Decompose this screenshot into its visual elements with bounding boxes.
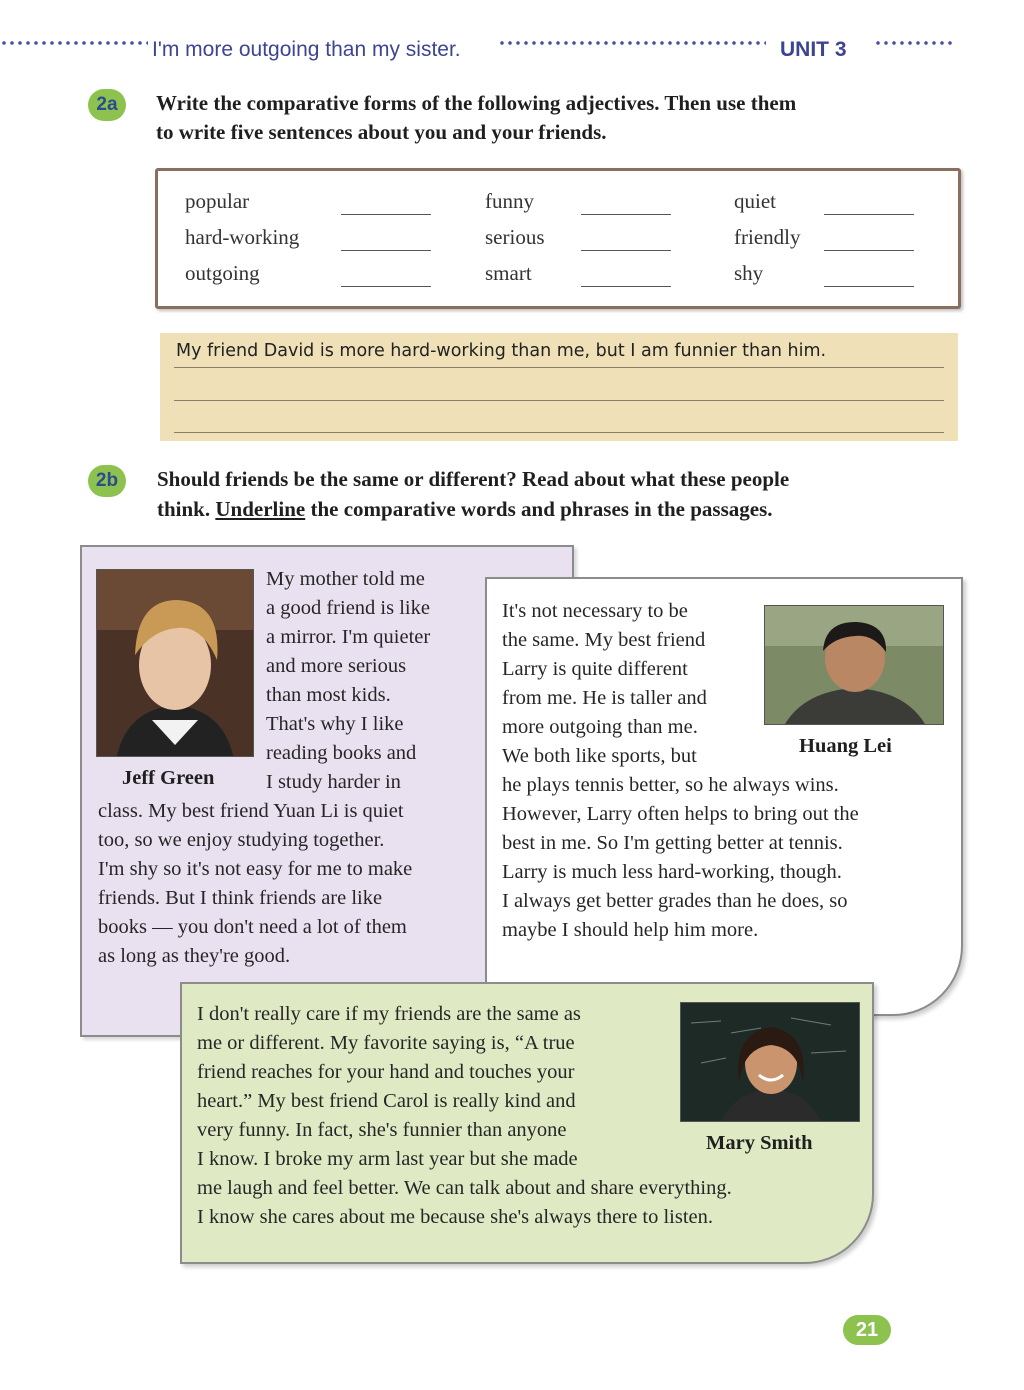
answer-blank[interactable] [341, 286, 431, 287]
passage-line: I'm shy so it's not easy for me to make [98, 858, 413, 880]
adjective-word: friendly [734, 225, 801, 249]
badge-2a: 2a [88, 89, 126, 121]
adjective-word: serious [485, 225, 545, 249]
passage-line: I study harder in [266, 771, 401, 793]
page-header [0, 30, 1024, 70]
instruction-2b-underlined: Underline [215, 497, 306, 521]
header-dots-left [0, 38, 148, 48]
passage-line: from me. He is taller and [502, 687, 707, 709]
portrait-image [765, 606, 943, 724]
page-number: 21 [843, 1315, 891, 1345]
passage-line: and more serious [266, 655, 407, 677]
header-dots-right [874, 38, 956, 48]
unit-label: UNIT 3 [780, 38, 847, 61]
passage-line: as long as they're good. [98, 945, 291, 967]
passage-line: a mirror. I'm quieter [266, 626, 431, 648]
adjective-word: funny [485, 189, 534, 213]
passage-line: too, so we enjoy studying together. [98, 829, 385, 851]
passage-line: than most kids. [266, 684, 391, 706]
passage-line: class. My best friend Yuan Li is quiet [98, 800, 404, 822]
instruction-2a-line1: Write the comparative forms of the following adjectives. Then use them [156, 91, 797, 115]
passage-line: friends. But I think friends are like [98, 887, 383, 909]
passage-line: However, Larry often helps to bring out the [502, 803, 859, 825]
example-sentence: My friend David is more hard-working than me, but I am funnier than him. [176, 341, 827, 361]
portrait-image [97, 570, 253, 756]
passage-line: very funny. In fact, she's funnier than anyone [197, 1119, 567, 1141]
portrait-image [681, 1003, 859, 1121]
answer-blank[interactable] [581, 286, 671, 287]
adjective-word: popular [185, 189, 250, 213]
passage-line: Larry is quite different [502, 658, 688, 680]
passage-line: maybe I should help him more. [502, 919, 759, 941]
jeff-photo [96, 569, 254, 757]
passage-line: more outgoing than me. [502, 716, 698, 738]
instruction-2b-line1: Should friends be the same or different? Read about what these people [157, 467, 790, 491]
passage-line: That's why I like [266, 713, 404, 735]
answer-blank[interactable] [341, 250, 431, 251]
badge-2b: 2b [88, 465, 126, 497]
passage-line: We both like sports, but [502, 745, 697, 767]
passage-line: reading books and [266, 742, 417, 764]
passage-line: heart.” My best friend Carol is really kind and [197, 1090, 576, 1112]
passage-line: the same. My best friend [502, 629, 706, 651]
passage-card-mary [180, 982, 874, 1264]
passage-card-huang [485, 577, 963, 1016]
passage-line: I always get better grades than he does, so [502, 890, 848, 912]
instruction-2b-rest: the comparative words and phrases in the passages. [310, 497, 773, 521]
header-title: I'm more outgoing than my sister. [152, 38, 461, 61]
passage-line: a good friend is like [266, 597, 430, 619]
instruction-2b-word: think. [157, 497, 211, 521]
passage-line: I know she cares about me because she's always there to listen. [197, 1206, 714, 1228]
passage-line: I don't really care if my friends are the same as [197, 1003, 581, 1025]
passage-line: me or different. My favorite saying is, “A true [197, 1032, 575, 1054]
writing-line[interactable] [174, 432, 944, 433]
passage-author-name: Jeff Green [122, 767, 215, 789]
passage-line: best in me. So I'm getting better at tennis. [502, 832, 843, 854]
passage-line: It's not necessary to be [502, 600, 688, 622]
passage-line: me laugh and feel better. We can talk about and share everything. [197, 1177, 732, 1199]
passage-line: I know. I broke my arm last year but she made [197, 1148, 578, 1170]
passage-line: My mother told me [266, 568, 425, 590]
answer-blank[interactable] [824, 214, 914, 215]
example-sentence-box [160, 333, 958, 441]
instruction-2a-line2: to write five sentences about you and your friends. [156, 120, 607, 144]
adjective-word: shy [734, 261, 764, 285]
header-dots-middle [498, 38, 766, 48]
passage-author-name: Huang Lei [799, 735, 892, 757]
adjective-box [155, 168, 961, 309]
huang-photo [764, 605, 944, 725]
passage-author-name: Mary Smith [706, 1132, 813, 1154]
instruction-2b-line2 [157, 494, 773, 524]
answer-blank[interactable] [581, 214, 671, 215]
passage-line: Larry is much less hard-working, though. [502, 861, 842, 883]
adjective-word: outgoing [185, 261, 260, 285]
adjective-word: smart [485, 261, 532, 285]
passage-line: books — you don't need a lot of them [98, 916, 407, 938]
passage-line: friend reaches for your hand and touches your [197, 1061, 575, 1083]
answer-blank[interactable] [824, 250, 914, 251]
answer-blank[interactable] [581, 250, 671, 251]
writing-line[interactable] [174, 400, 944, 401]
mary-photo [680, 1002, 860, 1122]
passage-line: he plays tennis better, so he always wins. [502, 774, 839, 796]
writing-line[interactable] [174, 367, 944, 368]
answer-blank[interactable] [341, 214, 431, 215]
adjective-word: quiet [734, 189, 776, 213]
answer-blank[interactable] [824, 286, 914, 287]
adjective-word: hard-working [185, 225, 300, 249]
